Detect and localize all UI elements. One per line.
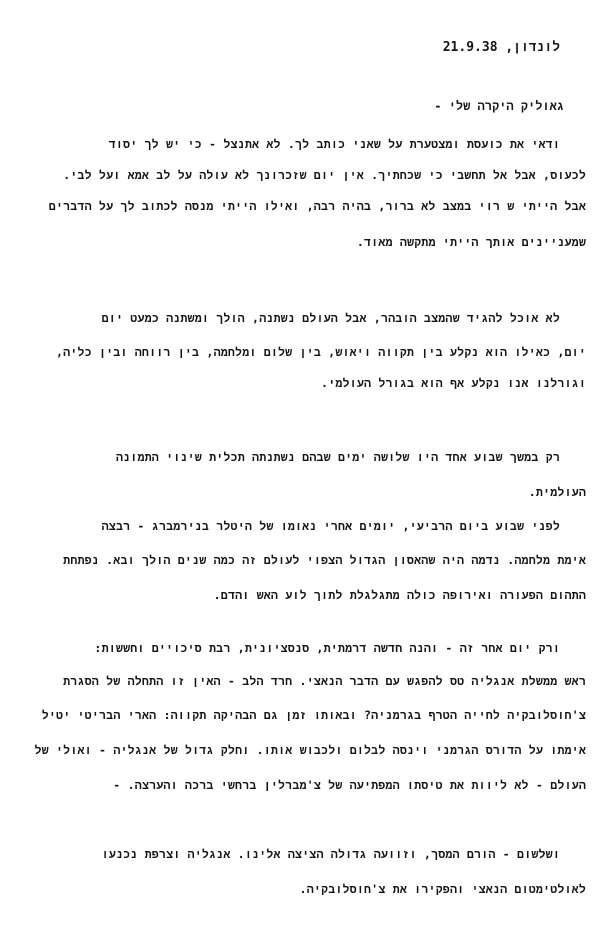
paragraph-3-line-1: רק במשך שבוע אחד היו שלושה ימים שבהם נשתנתה תכלית שינוי התמונה (115, 450, 560, 464)
paragraph-6-line-2: לאולטימטום הנאצי והפקירו את צ'חוסלובקיה. (299, 882, 586, 896)
paragraph-5-line-4: אימתו על הדורס הגרמני וינסה לבלום ולכבוש אותו. וחלק גדול של אנגליה - ואולי של (34, 743, 586, 757)
letter-place: לונדון, (505, 40, 560, 55)
paragraph-5-line-2: ראש ממשלת אנגליה טס להפגש עם הדבר הנאצי. חרד הלב - האין זו התחלה של הסגרת (63, 674, 586, 688)
paragraph-1-line-3: אבל הייתי ש רוי במצב לא ברור, בהיה רבה, ואילו הייתי מנסה לכתוב לך על הדברים (48, 199, 586, 213)
paragraph-2-line-1: לא אוכל להגיד שהמצב הובהר, אבל העולם נשתנה, הולך ומשתנה כמעט יום (101, 311, 560, 325)
paragraph-6-line-1: ושלשום - הורם המסך, וזוועה גדולה הציצה אלינו. אנגליה וצרפת נכנעו (101, 847, 560, 861)
paragraph-2-line-2: יום, כאילו הוא נקלע בין תקווה ויאוש, בין שלום ומלחמה, בין רווחה ובין כליה, (55, 345, 586, 359)
paragraph-1-line-1: ודאי את כועסת ומצטערת על שאני כותב לך. לא אתנצל - כי יש לך יסוד (108, 137, 560, 151)
paragraph-5-line-3: צ'חוסלובקיה לחייה הטרף בגרמניה? ובאותו זמן גם הבהיקה תקווה: הארי הבריטי יטיל (41, 708, 586, 722)
paragraph-2-line-3: וגורלנו אנו נקלע אף הוא בגורל העולמי. (321, 376, 586, 390)
paragraph-5-line-1: ורק יום אחר זה - והנה חדשה דרמתית, סנסציונית, רבת סיכויים וחששות: (94, 641, 560, 655)
paragraph-3-line-2: העולמית. (528, 485, 586, 499)
letter-date: 21.9.38 (442, 40, 498, 55)
paragraph-4-line-2: אימת מלחמה. נדמה היה שהאסון הגדול הצפוי לעולם זה כמה שנים הולך ובא. נפתחת (63, 553, 586, 567)
paragraph-1-line-4: שמעניינים אותך הייתי מתקשה מאוד. (356, 235, 586, 249)
paragraph-4-line-1: לפני שבוע ביום הרביעי, יומים אחרי נאומו של היטלר בנירמברג - רבצה (101, 519, 560, 533)
paragraph-4-line-3: התהום הפעורה ואירופה כולה מתגלגלת לתוך לוע האש והדם. (213, 588, 586, 602)
paragraph-1-line-2: לכעוס, אבל אל תחשבי כי שכחתיך. אין יום שזכרונך לא עולה על לב אמא ועל לבי. (63, 168, 586, 182)
paragraph-5-line-5: העולם - לא ליוות את טיסתו המפתיעה של צ'מברלין ברחשי ברכה והערצה. - (113, 778, 586, 792)
salutation: גאוליק היקרה שלי - (434, 99, 564, 113)
dateline (443, 40, 560, 55)
